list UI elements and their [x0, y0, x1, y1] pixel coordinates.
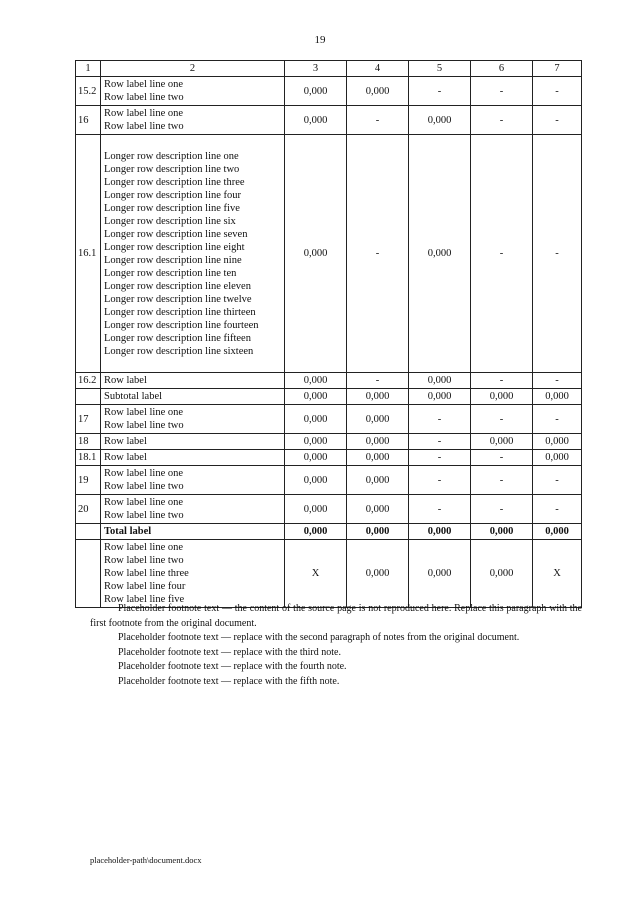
cell-value: - — [471, 373, 533, 389]
cell-value: 0,000 — [409, 135, 471, 373]
column-header: 1 — [76, 61, 101, 77]
column-header: 5 — [409, 61, 471, 77]
cell-value: 0,000 — [285, 106, 347, 135]
cell-value: 0,000 — [285, 135, 347, 373]
row-number — [76, 389, 101, 405]
footnote: Placeholder footnote text — replace with the third note. — [118, 646, 341, 658]
cell-value: - — [533, 495, 582, 524]
row-name: Row label — [101, 434, 285, 450]
cell-value: - — [471, 77, 533, 106]
table-row — [76, 434, 582, 450]
cell-value: 0,000 — [471, 434, 533, 450]
row-name: Row label — [101, 450, 285, 466]
cell-value: - — [347, 135, 409, 373]
cell-value: 0,000 — [533, 389, 582, 405]
cell-value: 0,000 — [409, 524, 471, 540]
table-row — [76, 466, 582, 495]
page-number: 19 — [314, 34, 326, 46]
cell-value: 0,000 — [347, 77, 409, 106]
row-name: Row label line one Row label line two — [101, 495, 285, 524]
table-header-row — [76, 61, 582, 77]
cell-value: 0,000 — [471, 524, 533, 540]
cell-value: - — [533, 135, 582, 373]
cell-value: - — [409, 466, 471, 495]
cell-value: 0,000 — [347, 466, 409, 495]
cell-value: 0,000 — [409, 106, 471, 135]
cell-value: - — [471, 466, 533, 495]
cell-value: 0,000 — [347, 450, 409, 466]
row-number: 15.2 — [76, 77, 101, 106]
row-number: 18 — [76, 434, 101, 450]
row-number: 19 — [76, 466, 101, 495]
cell-value: - — [471, 135, 533, 373]
cell-value: 0,000 — [285, 524, 347, 540]
column-header: 2 — [101, 61, 285, 77]
row-name: Row label line one Row label line two — [101, 405, 285, 434]
cell-value: - — [409, 77, 471, 106]
cell-value: 0,000 — [347, 405, 409, 434]
cell-value: 0,000 — [285, 450, 347, 466]
row-number: 20 — [76, 495, 101, 524]
cell-value: - — [533, 373, 582, 389]
cell-value: - — [471, 450, 533, 466]
cell-value: - — [471, 495, 533, 524]
file-path: placeholder-path\document.docx — [90, 855, 202, 865]
cell-value: - — [533, 405, 582, 434]
cell-value: - — [347, 373, 409, 389]
column-header: 3 — [285, 61, 347, 77]
footnote: Placeholder footnote text — replace with the second paragraph of notes from the original document. — [118, 632, 520, 643]
column-header: 7 — [533, 61, 582, 77]
cell-value: - — [471, 405, 533, 434]
row-number: 18.1 — [76, 450, 101, 466]
row-name: Row label line one Row label line two — [101, 106, 285, 135]
cell-value: 0,000 — [285, 77, 347, 106]
row-number: 16.2 — [76, 373, 101, 389]
table-row — [76, 106, 582, 135]
cell-value: 0,000 — [409, 389, 471, 405]
cell-value: - — [533, 77, 582, 106]
column-header: 6 — [471, 61, 533, 77]
data-table — [75, 60, 582, 608]
column-header: 4 — [347, 61, 409, 77]
cell-value: 0,000 — [409, 373, 471, 389]
cell-value: 0,000 — [347, 495, 409, 524]
cell-value: - — [347, 106, 409, 135]
cell-value: - — [409, 495, 471, 524]
cell-value: 0,000 — [285, 495, 347, 524]
cell-value: - — [409, 434, 471, 450]
table-row — [76, 495, 582, 524]
cell-value: - — [409, 450, 471, 466]
row-number: 17 — [76, 405, 101, 434]
row-name: Subtotal label — [101, 389, 285, 405]
row-name: Row label line one Row label line two — [101, 466, 285, 495]
cell-value: 0,000 — [347, 434, 409, 450]
cell-value: 0,000 — [533, 450, 582, 466]
row-number — [76, 540, 101, 608]
cell-value: - — [533, 106, 582, 135]
cell-value: 0,000 — [533, 524, 582, 540]
footnote: Placeholder footnote text — replace with the fourth note. — [118, 661, 347, 672]
cell-value: 0,000 — [471, 389, 533, 405]
cell-value: - — [533, 466, 582, 495]
footnote: Placeholder footnote text — replace with the fifth note. — [118, 675, 340, 687]
table-row — [76, 524, 582, 540]
cell-value: 0,000 — [471, 540, 533, 608]
footnote: Placeholder footnote text — the content of the source page is not reproduced here. Replace this paragraph with the first footnote from the original document. — [90, 603, 582, 629]
cell-value: 0,000 — [285, 434, 347, 450]
table-row — [76, 77, 582, 106]
table-row — [76, 540, 582, 608]
table-row — [76, 373, 582, 389]
table-row — [76, 450, 582, 466]
cell-value: - — [409, 405, 471, 434]
row-name: Row label — [101, 373, 285, 389]
cell-value: 0,000 — [533, 434, 582, 450]
cell-value: 0,000 — [347, 540, 409, 608]
table-row — [76, 405, 582, 434]
cell-value: 0,000 — [285, 373, 347, 389]
cell-value: 0,000 — [409, 540, 471, 608]
row-number: 16.1 — [76, 135, 101, 373]
table-row — [76, 389, 582, 405]
row-number — [76, 524, 101, 540]
cell-value: 0,000 — [347, 524, 409, 540]
row-number: 16 — [76, 106, 101, 135]
cell-value: X — [285, 540, 347, 608]
row-name: Total label — [101, 524, 285, 540]
row-name: Row label line one Row label line two Row label line three Row label line four Row label line five — [101, 540, 285, 608]
table-row — [76, 135, 582, 373]
cell-value: X — [533, 540, 582, 608]
row-name: Row label line one Row label line two — [101, 77, 285, 106]
cell-value: 0,000 — [285, 466, 347, 495]
cell-value: 0,000 — [347, 389, 409, 405]
footnotes — [90, 602, 582, 689]
row-name: Longer row description line one Longer row description line two Longer row description line three Longer row description line four Longer row description line five Longer row description line six Longer row description line seven Longer row description line eight Longer row description line nine Longer row description line ten Longer row description line eleven Longer row description line twelve Longer row description line thirteen Longer row description line fourteen Longer row description line fifteen Longer row description line sixteen — [101, 135, 285, 373]
cell-value: 0,000 — [285, 389, 347, 405]
cell-value: - — [471, 106, 533, 135]
cell-value: 0,000 — [285, 405, 347, 434]
